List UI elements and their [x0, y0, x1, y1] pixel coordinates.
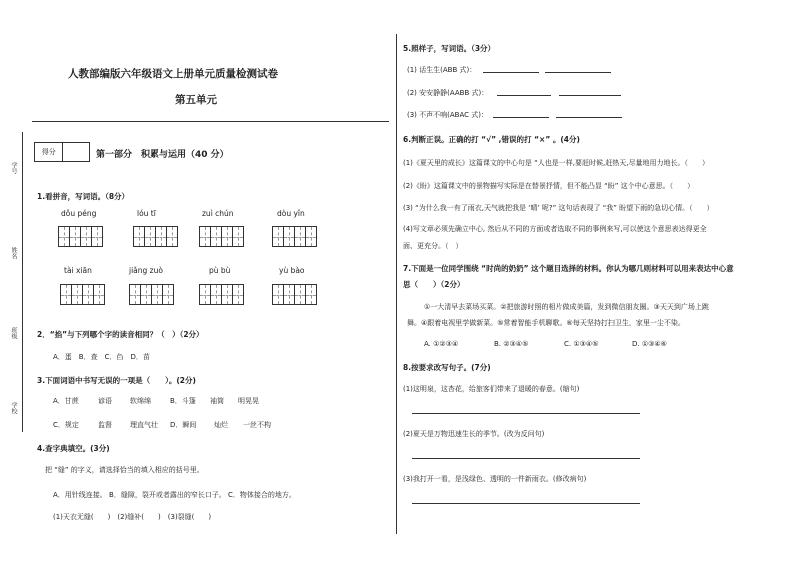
paper-title: 人教部编版六年级语文上册单元质量检测试卷: [68, 68, 278, 80]
q8-answer-line-1[interactable]: [412, 413, 640, 414]
q8-item-3: (3)我打开一看，是浅绿色、透明的一件新雨衣。(修改病句): [403, 475, 587, 483]
q3-a: A．甘蔗: [53, 397, 79, 405]
q8-answer-line-3[interactable]: [412, 503, 640, 504]
q2-options: A．蛋 B．查 C．臽 D．苗: [53, 353, 150, 361]
q7-title-2: 思（ ）（2分）: [403, 280, 465, 289]
q7-option-b: B. ②③④⑤: [494, 340, 529, 348]
q5-item-3: (3) 不声不响(ABAC 式)：: [407, 111, 488, 119]
pinyin-8: yù bào: [279, 266, 305, 275]
q6-item-1: (1)《夏天里的成长》这篇课文的中心句是 “人也是一样,要赶时候,赶热天,尽量地用力地长。（ ）: [403, 159, 709, 167]
score-label: 得分: [35, 143, 63, 161]
q5-blank-2a[interactable]: [497, 95, 551, 96]
answer-grid-1[interactable]: [58, 226, 103, 247]
q5-title: 5.照样子，写词语。（3分）: [403, 44, 496, 53]
answer-grid-7[interactable]: [199, 284, 244, 305]
pinyin-7: pù bù: [209, 266, 231, 275]
q5-blank-3b[interactable]: [556, 117, 622, 118]
binding-label-school: 学校: [10, 402, 17, 414]
q5-blank-1b[interactable]: [545, 72, 611, 73]
answer-grid-4[interactable]: [272, 226, 317, 247]
q1-title: 1.看拼音，写词语。（8分）: [37, 192, 130, 201]
binding-label-student-id: 学号: [10, 162, 17, 174]
binding-label-name: 姓名: [10, 247, 17, 259]
q3-a-2: 谚语: [98, 397, 112, 405]
q5-blank-2b[interactable]: [559, 95, 621, 96]
pinyin-6: jiǎng zuò: [129, 266, 163, 275]
score-blank[interactable]: [63, 143, 89, 161]
q7-title-1: 7.下面是一位同学围绕 “时尚的奶奶” 这个题目选择的材料。你认为哪几则材料可以用来表达中心意: [403, 264, 734, 273]
q5-item-2: (2) 安安静静(AABB 式)：: [407, 89, 489, 97]
q5-blank-1a[interactable]: [483, 72, 539, 73]
q7-option-c: C. ①③④⑤: [564, 340, 599, 348]
q8-title: 8.按要求改写句子。(7分): [403, 363, 491, 372]
q3-c-3: 理直气壮: [130, 421, 158, 429]
q3-b: B．斗篷: [170, 397, 196, 405]
pinyin-1: dǒu péng: [61, 209, 97, 218]
q8-item-1: (1)这明泉，这杏花，给旅客们带来了退暖的春意。(缩句): [403, 385, 580, 393]
answer-grid-8[interactable]: [272, 284, 317, 305]
q2-title: 2．“掐”与下列哪个字的读音相同？（ ）（2分）: [37, 330, 204, 339]
q3-a-3: 软绵绵: [130, 397, 151, 405]
q3-c: C．规定: [53, 421, 79, 429]
q4-line2: A．用针线连接。 B．缝隙，裂开或者露出的窄长口子。 C．物体接合的地方。: [53, 491, 296, 499]
q8-item-2: (2)夏天是万物迅速生长的季节。(改为反问句): [403, 430, 545, 438]
q3-d-2: 灿烂: [214, 421, 228, 429]
answer-grid-5[interactable]: [60, 284, 105, 305]
q4-line3: (1)天衣无缝( ) (2)缝补( ) (3)裂缝( ): [53, 513, 212, 521]
q3-c-2: 监督: [98, 421, 112, 429]
q5-blank-3a[interactable]: [493, 117, 549, 118]
answer-grid-2[interactable]: [133, 226, 178, 247]
q7-text-1: ①一大清早去菜场买菜。②把旅游时照的相片做成美篇，发到微信朋友圈。③天天到广场上跳: [424, 303, 709, 311]
q3-d: D．瞬间: [170, 421, 197, 429]
q6-item-3: (3) “为什么我一有了雨衣,天气就把我是 ‘晴’ 呢?” 这句话表现了 “我” 盼望下雨的急切心情。（ ）: [403, 204, 714, 212]
q6-item-4b: 面、更充分。（ ）: [403, 242, 463, 250]
pinyin-4: dòu yǐn: [277, 209, 305, 218]
binding-line: [22, 132, 23, 432]
q6-title: 6.判断正误。正确的打 “√” ,错误的打 “×” 。(4分): [403, 135, 580, 144]
pinyin-2: lóu tī: [137, 209, 156, 218]
score-box: [34, 142, 90, 162]
q7-text-2: 舞。④跟着电视里学做新菜。⑤常着智能手机聊歌。⑥每天坚持打扫卫生，家里一尘不染。: [407, 319, 685, 327]
binding-label-class: 班级: [10, 327, 17, 339]
q3-b-2: 袖筒: [210, 397, 224, 405]
q6-item-2: (2)《盼》这篇课文中的景物描写实际是在替景抒情，但不能凸显 “盼” 这个中心意思。（ ）: [403, 182, 695, 190]
answer-grid-6[interactable]: [129, 284, 174, 305]
q7-option-a: A. ①②③④: [424, 340, 459, 348]
q7-option-d: D. ①③④⑥: [632, 340, 667, 348]
pinyin-5: tài xiān: [64, 266, 92, 275]
q3-b-3: 明晃晃: [238, 397, 259, 405]
unit-title: 第五单元: [175, 94, 217, 106]
q5-item-1: (1) 话生生(ABB 式)：: [407, 66, 477, 74]
q6-item-4a: (4)写文章必须先确立中心, 然后从不同的方面或者选取不同的事例来写,可以使这个意思表达得更全: [403, 225, 707, 233]
q3-title: 3.下面词语中书写无误的一项是（ ）。(2分): [37, 376, 196, 385]
header-rule: [32, 121, 389, 122]
q4-title: 4.查字典填空。(3分): [37, 444, 110, 453]
column-divider: [396, 34, 397, 534]
part1-title: 第一部分 积累与运用（40 分）: [96, 150, 229, 160]
q3-d-3: 一丝不构: [243, 421, 271, 429]
q4-line1: 把 “缝” 的字义，请选择恰当的填入相应的括号里。: [45, 466, 204, 474]
answer-grid-3[interactable]: [199, 226, 244, 247]
pinyin-3: zuì chún: [202, 209, 234, 218]
q8-answer-line-2[interactable]: [412, 458, 640, 459]
